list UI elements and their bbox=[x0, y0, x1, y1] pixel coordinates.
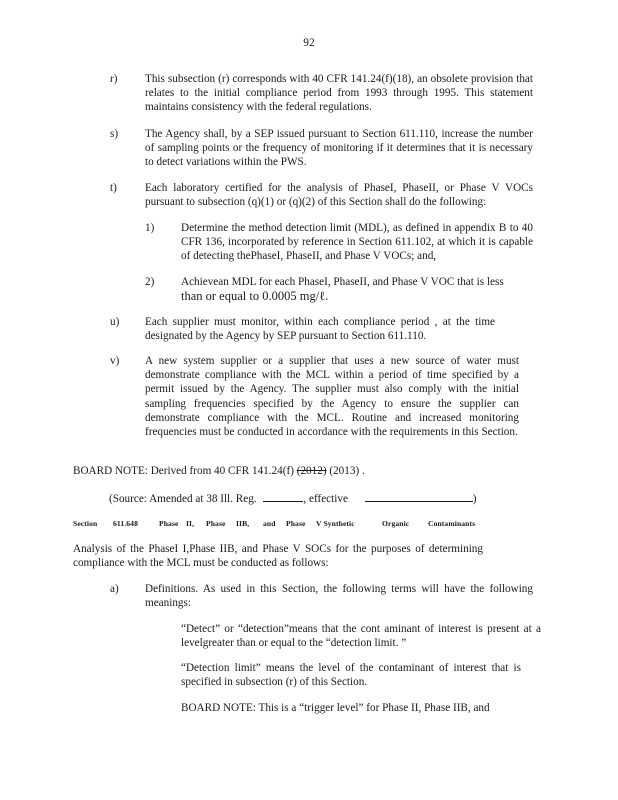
reg-page-blank bbox=[263, 490, 303, 502]
definitions-board-note: BOARD NOTE: This is a “trigger level” for Phase II, Phase IIB, and bbox=[181, 702, 490, 714]
subitem-text-1: Determine the method detection limit (MDL), as defined in appendix B to 40 CFR 136, incorporated by reference in Section 611.102, at which it is capable of detecting thePhaseI, PhaseII, and Phase V VOCs; and, bbox=[181, 222, 533, 263]
section-number: 611.648 bbox=[113, 519, 138, 528]
item-text-s: The Agency shall, by a SEP issued pursuant to Section 611.110, increase the number of sampling points or the frequency of monitoring if it determines that it is necessary to detect variations within the PWS. bbox=[145, 128, 533, 169]
item-label-v: v) bbox=[110, 355, 120, 367]
item-label-u: u) bbox=[110, 316, 120, 328]
board-note-derived bbox=[73, 464, 365, 478]
item-text-t: Each laboratory certified for the analysis of PhaseI, PhaseII, or Phase V VOCs pursuant to subsection (q)(1) or (q)(2) of this Section shall do the following: bbox=[145, 182, 533, 209]
item-label-a: a) bbox=[110, 583, 119, 595]
item-label-r: r) bbox=[110, 73, 118, 85]
item-label-s: s) bbox=[110, 128, 119, 140]
source-mid: , effective bbox=[303, 493, 348, 505]
section-heading-word: V Synthetic bbox=[316, 519, 355, 528]
subitem-label-1: 1) bbox=[145, 222, 155, 234]
section-heading-word: Section bbox=[73, 519, 98, 528]
section-heading-word: IIB, bbox=[236, 519, 250, 528]
board-note-struck-year: (2012) bbox=[296, 465, 327, 477]
item-text-u: Each supplier must monitor, within each compliance period , at the time designated by the Agency by SEP pursuant to Section 611.110. bbox=[145, 316, 495, 343]
subitem-label-2: 2) bbox=[145, 276, 155, 288]
source-line bbox=[109, 490, 476, 506]
section-heading-word: Contaminants bbox=[428, 519, 476, 528]
item-text-r: This subsection (r) corresponds with 40 CFR 141.24(f)(18), an obsolete provision that relates to the initial compliance period from 1993 through 1995. This statement maintains consistency with the federal regulations. bbox=[145, 73, 533, 114]
subitem-text-2b: than or equal to 0.0005 mg/ℓ. bbox=[181, 289, 329, 303]
section-heading-word: II, bbox=[186, 519, 195, 528]
item-text-v: A new system supplier or a supplier that uses a new source of water must demonstrate compliance with the MCL within a period of time specified by a permit issued by the Agency. The supplier must also comply with the initial sampling frequencies specified by the Agency to ensure the supplier can demonstrate compliance with the MCL. Routine and increased monitoring frequencies must be conducted in accordance with the requirements in this Section. bbox=[145, 355, 519, 439]
section-heading-word: Organic bbox=[382, 519, 410, 528]
section-heading-word: Phase bbox=[286, 519, 306, 528]
page-number: 92 bbox=[303, 37, 315, 49]
section-intro: Analysis of the PhaseI I,Phase IIB, and Phase V SOCs for the purposes of determining compliance with the MCL must be conducted as follows: bbox=[73, 543, 483, 570]
source-open: (Source: Amended at 38 Ill. Reg. bbox=[109, 493, 257, 505]
item-label-t: t) bbox=[110, 182, 117, 194]
board-note-suffix: (2013) . bbox=[329, 465, 365, 477]
definition-detection-limit: “Detection limit” means the level of the contaminant of interest that is specified in subsection (r) of this Section. bbox=[181, 662, 521, 689]
source-close: ) bbox=[472, 493, 477, 505]
section-heading-word: Phase bbox=[206, 519, 226, 528]
section-heading-word: Phase bbox=[159, 519, 179, 528]
definition-detect: “Detect” or “detection”means that the cont aminant of interest is present at a levelgreater than or equal to the “detection limit. ” bbox=[181, 623, 541, 650]
board-note-prefix: BOARD NOTE: Derived from 40 CFR 141.24(f) bbox=[73, 465, 294, 477]
subitem-text-2a: Achievean MDL for each PhaseI, PhaseII, and Phase V VOC that is less bbox=[181, 276, 504, 288]
effective-date-blank bbox=[365, 490, 473, 502]
section-heading-word: and bbox=[263, 519, 276, 528]
definitions-text: Definitions. As used in this Section, the following terms will have the following meanings: bbox=[145, 583, 533, 610]
